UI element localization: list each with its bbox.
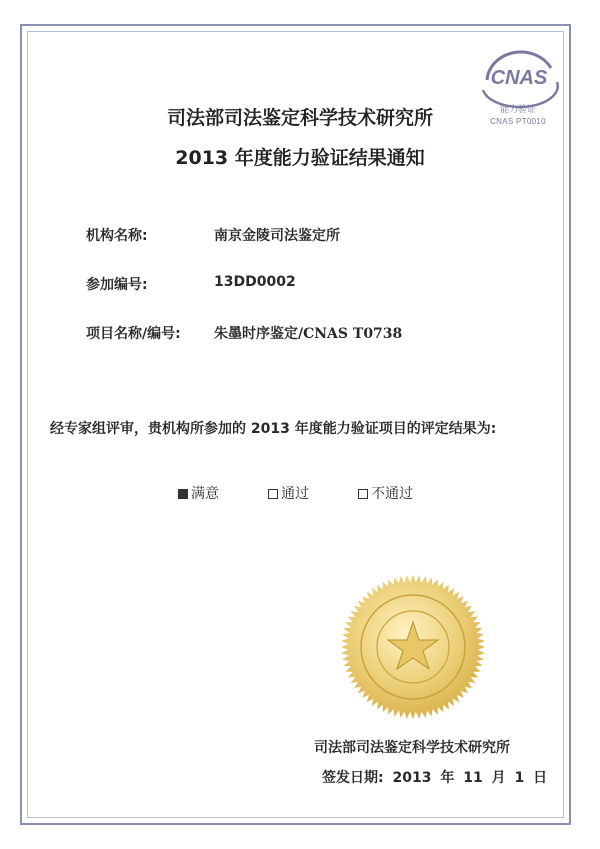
date-year: 2013: [392, 770, 432, 786]
footer-issuer: 司法部司法鉴定科学技术研究所: [314, 740, 510, 756]
issuer-title: 司法部司法鉴定科学技术研究所: [166, 107, 433, 129]
date-day: 1: [514, 770, 525, 786]
option-label: 通过: [281, 486, 309, 502]
date-label: 签发日期:: [322, 770, 384, 786]
date-day-unit: 日: [533, 770, 548, 786]
logo-mark: CNAS: [490, 67, 548, 89]
project-label: 项目名称/编号:: [86, 326, 181, 342]
date-month: 11: [463, 770, 483, 786]
evaluation-statement: 经专家组评审，贵机构所参加的 2013 年度能力验证项目的评定结果为:: [50, 421, 497, 437]
option-label: 不通过: [371, 486, 413, 502]
date-year-unit: 年: [440, 770, 455, 786]
date-month-unit: 月: [491, 770, 506, 786]
org-name-label: 机构名称:: [86, 228, 148, 244]
notice-title: 2013 年度能力验证结果通知: [175, 147, 425, 169]
project-value: 朱墨时序鉴定/CNAS T0738: [214, 326, 403, 342]
participant-id-value: 13DD0002: [214, 274, 296, 290]
option-label: 满意: [191, 486, 219, 502]
checkbox-empty-icon: [358, 489, 368, 499]
option-satisfactory: [178, 483, 219, 503]
option-fail: [358, 483, 413, 503]
org-name-value: 南京金陵司法鉴定所: [214, 228, 340, 244]
logo-caption: 能力验证: [499, 104, 536, 114]
issue-date: [322, 767, 551, 787]
participant-id-label: 参加编号:: [86, 277, 148, 293]
logo-code: CNAS PT0010: [490, 117, 546, 126]
checkbox-empty-icon: [268, 489, 278, 499]
checkbox-checked-icon: [178, 489, 188, 499]
option-pass: [268, 483, 309, 503]
gold-seal-icon: [340, 574, 486, 720]
